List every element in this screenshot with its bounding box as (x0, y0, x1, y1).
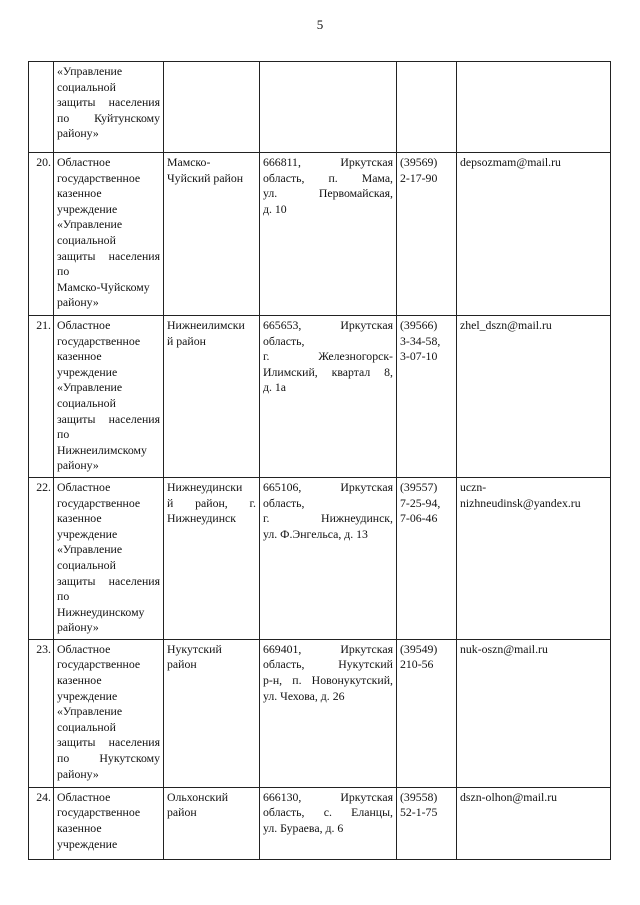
institution-name-cell (54, 153, 164, 316)
institution-name-line: защиты населения (57, 411, 160, 426)
email-cell (457, 62, 611, 153)
phone-cell (397, 639, 457, 787)
email-cell (457, 787, 611, 859)
institution-name-line: «Управление (57, 542, 123, 557)
address-line: область, п. Мама, (263, 170, 393, 185)
email-cell (457, 477, 611, 639)
address-line: ул. Бураева, д. 6 (263, 821, 344, 836)
institutions-table (28, 61, 611, 860)
institution-name-line: Мамско-Чуйскому (57, 279, 150, 294)
district-line: Чуйский район (167, 170, 244, 185)
table-row (29, 639, 611, 787)
institution-name-line: социальной (57, 719, 116, 734)
institution-name-line: защиты населения (57, 95, 160, 110)
institution-name-cell (54, 316, 164, 478)
institution-name-line: Областное (57, 789, 111, 804)
institution-name-line: учреждение (57, 201, 118, 216)
institution-name-line: государственное (57, 170, 141, 185)
phone-line: (39566) (400, 318, 438, 332)
email-line: nizhneudinsk@yandex.ru (460, 495, 581, 510)
phone-line: 3-34-58, (400, 333, 441, 348)
district-line: Нижнеудински (167, 479, 243, 494)
phone-line: 2-17-90 (400, 170, 438, 185)
email-line: nuk-oszn@mail.ru (460, 641, 548, 656)
institution-name-line: казенное (57, 511, 102, 526)
phone-line: (39557) (400, 479, 438, 494)
institution-name-line: казенное (57, 821, 102, 836)
table-row (29, 477, 611, 639)
institution-name-line: государственное (57, 657, 141, 672)
address-cell (260, 153, 397, 316)
address-line: область, Нукутский (263, 657, 393, 672)
institution-name-line: государственное (57, 805, 141, 820)
address-line: г. Нижнеудинск, (263, 511, 393, 526)
institution-name-line: учреждение (57, 526, 118, 541)
phone-cell (397, 316, 457, 478)
email-line: uczn- (460, 479, 487, 494)
institution-name-line: Областное (57, 318, 111, 332)
email-line: dszn-olhon@mail.ru (460, 789, 558, 804)
row-number-cell: 23. (29, 639, 54, 787)
district-line: район (167, 657, 197, 672)
district-line: й район (167, 333, 206, 348)
address-line: область, с. Еланцы, (263, 805, 393, 820)
district-line: Нижнеудинск (167, 511, 236, 526)
phone-line: 7-25-94, (400, 495, 441, 510)
phone-cell (397, 62, 457, 153)
institution-name-line: по (57, 264, 70, 279)
phone-line: 3-07-10 (400, 349, 438, 364)
institution-name-line: «Управление (57, 64, 123, 78)
institution-name-line: Областное (57, 479, 111, 494)
address-cell (260, 639, 397, 787)
institution-name-line: по (57, 589, 70, 604)
email-cell (457, 316, 611, 478)
district-cell (164, 153, 260, 316)
institution-name-line: социальной (57, 79, 116, 94)
institution-name-line: социальной (57, 232, 116, 247)
district-line: й район, г. (167, 495, 256, 510)
address-line: р-н, п. Новонукутский, (263, 673, 393, 688)
address-line: д. 1а (263, 380, 287, 395)
address-line: г. Железногорск- (263, 349, 393, 364)
institution-name-line: по Нукутскому (57, 751, 160, 766)
phone-line: (39558) (400, 789, 438, 804)
email-line: depsozmam@mail.ru (460, 155, 561, 169)
institution-name-line: казенное (57, 186, 102, 201)
institution-name-line: району» (57, 766, 99, 781)
address-line: область, (263, 333, 305, 348)
institution-name-line: учреждение (57, 688, 118, 703)
address-line: ул. Чехова, д. 26 (263, 688, 345, 703)
address-line: 669401, Иркутская (263, 641, 393, 656)
address-cell (260, 62, 397, 153)
institution-name-line: району» (57, 126, 99, 141)
address-line: Илимский, квартал 8, (263, 364, 393, 379)
institution-name-line: социальной (57, 557, 116, 572)
phone-cell (397, 477, 457, 639)
district-line: Нукутский (167, 641, 222, 656)
institution-name-line: «Управление (57, 380, 123, 395)
email-cell (457, 153, 611, 316)
district-cell (164, 316, 260, 478)
row-number-cell (29, 62, 54, 153)
institution-name-line: Нижнеудинскому (57, 604, 145, 619)
phone-line: 52-1-75 (400, 805, 438, 820)
district-cell (164, 639, 260, 787)
district-line: район (167, 805, 197, 820)
institution-name-line: казенное (57, 349, 102, 364)
institution-name-line: «Управление (57, 217, 123, 232)
district-cell (164, 787, 260, 859)
address-line: область, (263, 495, 305, 510)
institution-name-line: защиты населения (57, 248, 160, 263)
address-cell (260, 787, 397, 859)
institution-name-line: Областное (57, 641, 111, 656)
institution-name-line: району» (57, 295, 99, 310)
address-line: 666130, Иркутская (263, 789, 393, 804)
institution-name-line: по (57, 427, 70, 442)
page-number: 5 (316, 17, 324, 32)
district-cell (164, 62, 260, 153)
district-cell (164, 477, 260, 639)
phone-line: 210-56 (400, 657, 434, 672)
email-line: zhel_dszn@mail.ru (460, 318, 552, 332)
table-row (29, 62, 611, 153)
phone-cell (397, 787, 457, 859)
institution-name-line: району» (57, 458, 99, 473)
district-line: Нижнеилимски (167, 318, 245, 332)
institution-name-line: Областное (57, 155, 111, 169)
phone-line: (39549) (400, 641, 438, 656)
address-cell (260, 316, 397, 478)
institution-name-line: «Управление (57, 704, 123, 719)
district-line: Ольхонский (167, 789, 229, 804)
institution-name-line: учреждение (57, 836, 118, 851)
phone-line: (39569) (400, 155, 438, 169)
address-line: 665653, Иркутская (263, 318, 393, 332)
address-cell (260, 477, 397, 639)
address-line: ул. Ф.Энгельса, д. 13 (263, 526, 368, 541)
institution-name-cell (54, 639, 164, 787)
institution-name-line: по Куйтунскому (57, 110, 160, 125)
institution-name-line: Нижнеилимскому (57, 442, 147, 457)
institution-name-line: государственное (57, 333, 141, 348)
table-row (29, 787, 611, 859)
email-cell (457, 639, 611, 787)
phone-cell (397, 153, 457, 316)
institution-name-line: защиты населения (57, 573, 160, 588)
address-line: д. 10 (263, 201, 287, 216)
institution-name-line: учреждение (57, 364, 118, 379)
district-line: Мамско- (167, 155, 211, 169)
table-row (29, 153, 611, 316)
address-line: ул. Первомайская, (263, 186, 393, 201)
institution-name-line: социальной (57, 395, 116, 410)
address-line: 666811, Иркутская (263, 155, 393, 169)
row-number-cell: 20. (29, 153, 54, 316)
address-line: 665106, Иркутская (263, 479, 393, 494)
institution-name-line: району» (57, 620, 99, 635)
phone-line: 7-06-46 (400, 511, 438, 526)
row-number-cell: 24. (29, 787, 54, 859)
table-row (29, 316, 611, 478)
row-number-cell: 21. (29, 316, 54, 478)
institution-name-cell (54, 477, 164, 639)
institution-name-cell (54, 787, 164, 859)
institution-name-line: казенное (57, 673, 102, 688)
table-body (29, 62, 611, 860)
institution-name-cell (54, 62, 164, 153)
row-number-cell: 22. (29, 477, 54, 639)
institution-name-line: государственное (57, 495, 141, 510)
institution-name-line: защиты населения (57, 735, 160, 750)
